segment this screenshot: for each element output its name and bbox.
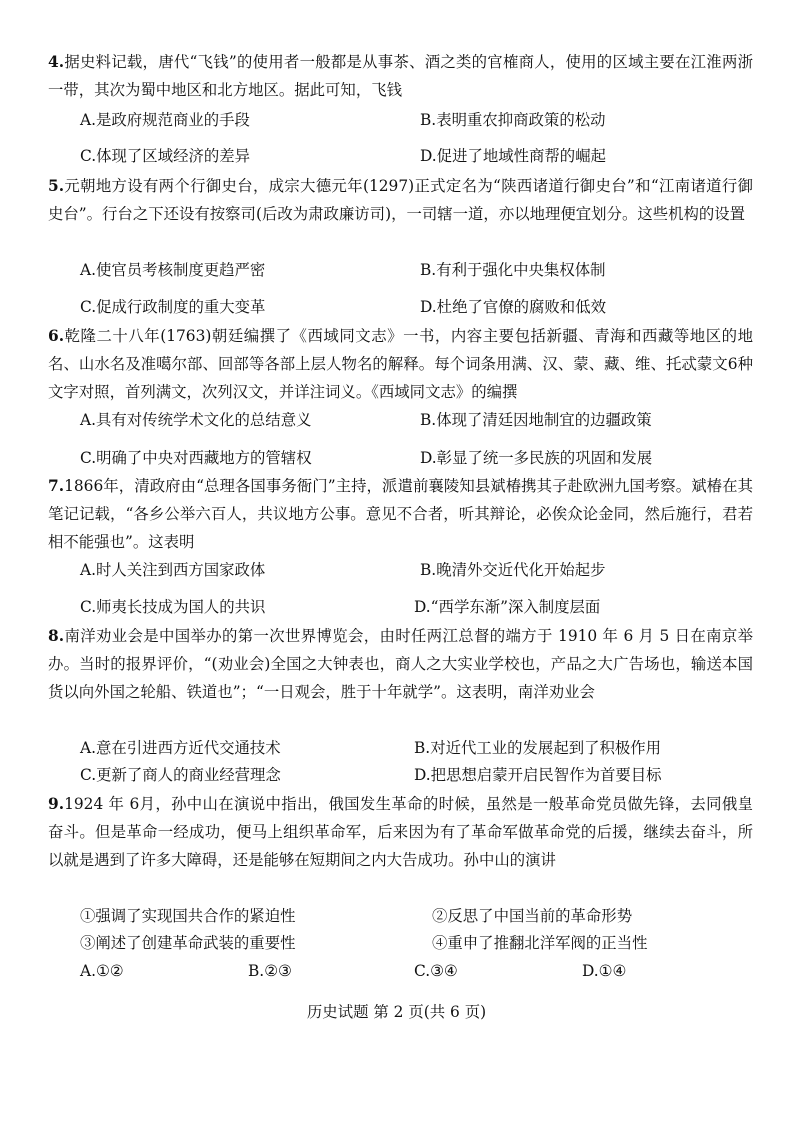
option-d: D.①④ [582, 962, 627, 980]
question-8 [48, 622, 753, 706]
option-b: B.表明重农抑商政策的松动 [420, 111, 606, 129]
question-number: 7. [48, 477, 65, 495]
option-d: D.把思想启蒙开启民智作为首要目标 [414, 766, 662, 784]
option-c: C.师夷长技成为国人的共识 [80, 598, 266, 616]
option-b: B.有利于强化中央集权体制 [420, 261, 606, 279]
question-stem [48, 790, 753, 874]
option-c: C.更新了商人的商业经营理念 [80, 766, 281, 784]
page-footer: 历史试题 第 2 页(共 6 页) [306, 1003, 487, 1021]
question-stem [48, 172, 753, 228]
question-stem [48, 622, 753, 706]
statement-4: ④重申了推翻北洋军阀的正当性 [432, 934, 648, 952]
option-a: A.使官员考核制度更趋严密 [80, 261, 266, 279]
option-b: B.②③ [248, 962, 292, 980]
question-text: 元朝地方设有两个行御史台，成宗大德元年(1297)正式定名为“陕西诸道行御史台”和“江南诸道行御史台”。行台之下还设有按察司(后改为肃政廉访司)，一司辖一道，亦以地理便宜划分。这些机构的设置 [48, 177, 753, 223]
option-c: C.促成行政制度的重大变革 [80, 298, 266, 316]
option-a: A.意在引进西方近代交通技术 [80, 739, 281, 757]
question-text: 1866年，清政府由“总理各国事务衙门”主持，派遣前襄陵知县斌椿携其子赴欧洲九国考察。斌椿在其笔记记载，“各乡公举六百人，共议地方公事。意见不合者，听其辩论，必俟众论金同，然后施行，君若相不能强也”。这表明 [48, 477, 753, 551]
question-text: 乾隆二十八年(1763)朝廷编撰了《西域同文志》一书，内容主要包括新疆、青海和西藏等地区的地名、山水名及准噶尔部、回部等各部上层人物名的解释。每个词条用满、汉、蒙、藏、维、托忒蒙文6种文字对照，首列满文，次列汉文，并详注词义。《西域同文志》的编撰 [48, 327, 753, 401]
question-6 [48, 322, 753, 406]
option-c: C.明确了中央对西藏地方的管辖权 [80, 449, 312, 467]
option-c: C.体现了区域经济的差异 [80, 147, 251, 165]
option-d: D.彰显了统一多民族的巩固和发展 [420, 449, 653, 467]
option-a: A.①② [80, 962, 124, 980]
option-b: B.对近代工业的发展起到了积极作用 [414, 739, 662, 757]
option-a: A.时人关注到西方国家政体 [80, 561, 266, 579]
question-text: 1924 年 6月，孙中山在演说中指出，俄国发生革命的时候，虽然是一般革命党员做先锋，去同俄皇奋斗。但是革命一经成功，便马上组织革命军，后来因为有了革命军做革命党的后援，继续去奋斗，所以就是遇到了许多大障碍，还是能够在短期间之内大告成功。孙中山的演讲 [48, 795, 753, 869]
question-4 [48, 48, 753, 104]
statement-1: ①强调了实现国共合作的紧迫性 [80, 907, 296, 925]
option-b: B.晚清外交近代化开始起步 [420, 561, 606, 579]
question-number: 6. [48, 327, 65, 345]
question-text: 据史料记载，唐代“飞钱”的使用者一般都是从事茶、酒之类的官榷商人，使用的区域主要在江淮两浙一带，其次为蜀中地区和北方地区。据此可知，飞钱 [48, 53, 753, 99]
question-number: 5. [48, 177, 65, 195]
question-number: 8. [48, 627, 65, 645]
option-d: D.杜绝了官僚的腐败和低效 [420, 298, 606, 316]
option-b: B.体现了清廷因地制宜的边疆政策 [420, 411, 652, 429]
option-a: A.具有对传统学术文化的总结意义 [80, 411, 312, 429]
question-9 [48, 790, 753, 874]
option-d: D.“西学东渐”深入制度层面 [414, 598, 601, 616]
question-stem [48, 48, 753, 104]
question-7 [48, 472, 753, 556]
question-text: 南洋劝业会是中国举办的第一次世界博览会，由时任两江总督的端方于 1910 年 6 月 5 日在南京举办。当时的报界评价，“(劝业会)全国之大钟表也，商人之大实业学校也，产品之大广告场也，输送本国货以向外国之轮船、铁道也”；“一日观会，胜于十年就学”。这表明，南洋劝业会 [48, 627, 753, 701]
question-5 [48, 172, 753, 228]
question-stem [48, 472, 753, 556]
option-d: D.促进了地域性商帮的崛起 [420, 147, 606, 165]
statement-3: ③阐述了创建革命武装的重要性 [80, 934, 296, 952]
question-number: 9. [48, 795, 65, 813]
option-c: C.③④ [414, 962, 458, 980]
statement-2: ②反思了中国当前的革命形势 [432, 907, 633, 925]
question-number: 4. [48, 53, 65, 71]
question-stem [48, 322, 753, 406]
option-a: A.是政府规范商业的手段 [80, 111, 250, 129]
